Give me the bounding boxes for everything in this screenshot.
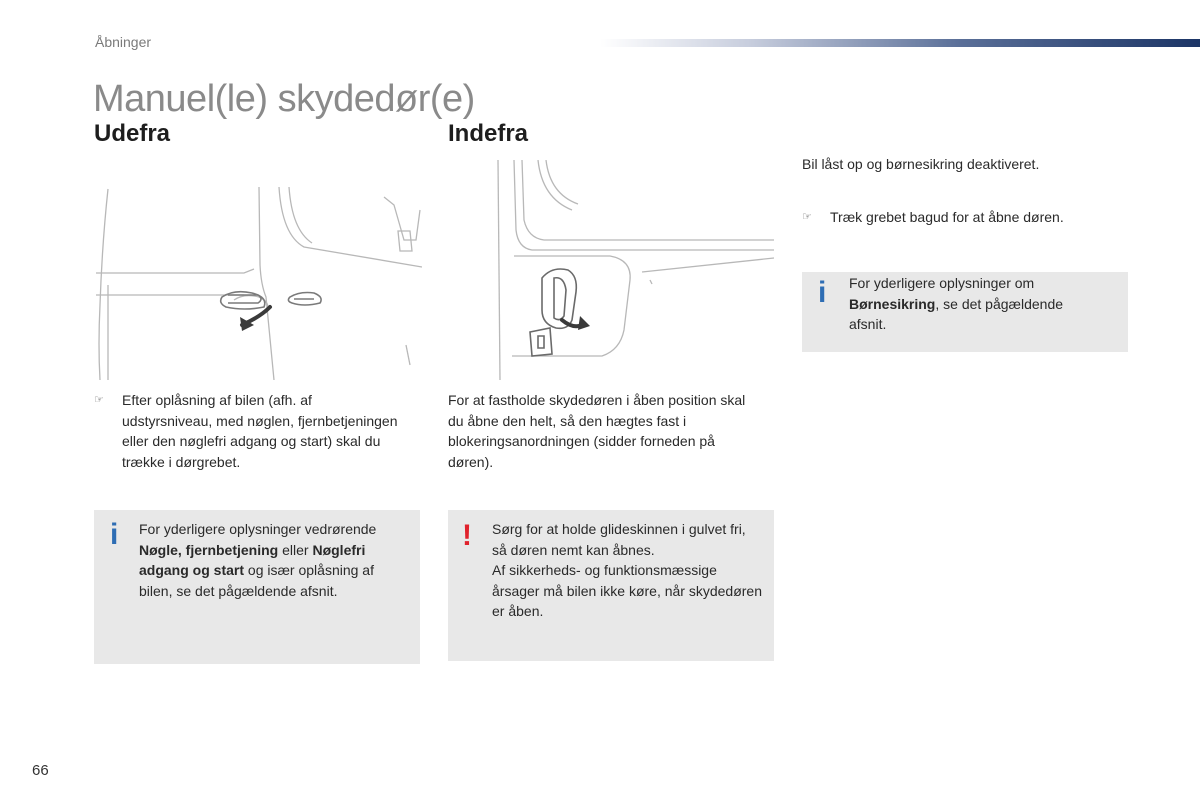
section-label: Åbninger [95, 34, 152, 50]
right-info-box [802, 272, 1128, 352]
pointing-hand-icon: ☞ [94, 394, 104, 406]
right-bullet [802, 207, 1128, 228]
right-status-text: Bil låst op og børnesikring deaktiveret. [802, 156, 1040, 172]
heading-outside: Udefra [94, 120, 171, 147]
right-info-text: For yderligere oplysninger om Børnesikring, se det pågældende afsnit. [849, 275, 1064, 332]
outside-info-box [94, 510, 420, 664]
outside-bullet [94, 390, 420, 472]
outside-door-illustration [94, 185, 422, 380]
page-number: 66 [32, 762, 49, 779]
inside-warning-text: Sørg for at holde glideskinnen i gulvet fri, så døren nemt kan åbnes. Af sikkerheds- og funktionsmæssige årsager må bilen ikke køre, når skydedøren er åben. [492, 521, 762, 619]
pointing-hand-icon: ☞ [802, 211, 812, 223]
inside-text: For at fastholde skydedøren i åben position skal du åbne den helt, så den hægtes fast i blokeringsanordningen (sidder forneden på døren). [448, 392, 746, 470]
inside-warning-box [448, 510, 774, 661]
right-bullet-text: Træk grebet bagud for at åbne døren. [830, 209, 1064, 225]
outside-info-text: For yderligere oplysninger vedrørende Nøgle, fjernbetjening eller Nøglefri adgang og start og især oplåsning af bilen, se det pågældende afsnit. [139, 521, 377, 599]
info-icon: i [818, 276, 827, 309]
info-icon: i [110, 518, 119, 551]
outside-bullet-text: Efter oplåsning af bilen (afh. af udstyrsniveau, med nøglen, fjernbetjeningen eller den nøglefri adgang og start) skal du trække i dørgrebet. [122, 392, 398, 470]
inside-door-illustration [492, 160, 774, 380]
warning-icon: ! [462, 519, 472, 552]
page-title: Manuel(le) skydedør(e) [93, 78, 475, 120]
header-bar [600, 39, 1200, 47]
heading-inside: Indefra [448, 120, 529, 147]
